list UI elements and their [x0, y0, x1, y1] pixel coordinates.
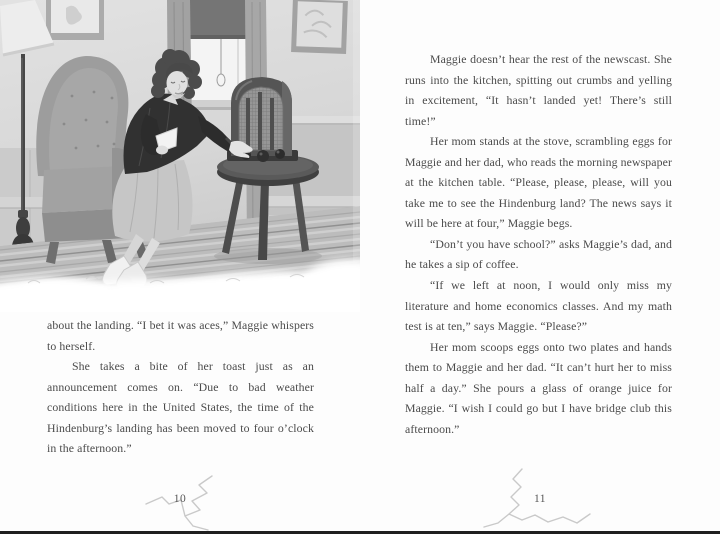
illustration-edge-fade	[353, 0, 360, 312]
paragraph: Maggie doesn’t hear the rest of the newscast. She runs into the kitchen, spitting out crumbs and yelling in excitement, “It hasn’t landed yet! There’s still time!”	[405, 52, 672, 128]
illustration-canvas	[0, 0, 360, 312]
right-page-text	[405, 49, 672, 439]
right-page	[360, 0, 720, 534]
left-page-text	[47, 315, 314, 459]
paragraph: Her mom scoops eggs onto two plates and hands them to Maggie and her dad. “It can’t hurt her to miss half a day.” She pours a glass of orange juice for Maggie. “I wish I could go but I have bridge club this afternoon.”	[405, 339, 672, 436]
paragraph: “Don’t you have school?” asks Maggie’s dad, and he takes a sip of coffee.	[405, 236, 672, 272]
paragraph: about the landing. “I bet it was aces,” Maggie whispers to herself.	[47, 318, 314, 353]
picture-frame-left	[46, 0, 104, 40]
paragraph: “If we left at noon, I would only miss my literature and home economics classes. And my math test is at ten,” says Maggie. “Please?”	[405, 278, 672, 334]
paragraph: Her mom stands at the stove, scrambling eggs for Maggie and her dad, who reads the morning newspaper at the kitchen table. “Please, please, please, will you take me to see the Hindenburg land? The news says it will be here at four,” Maggie begs.	[405, 134, 672, 231]
illustration-woman-listening-to-radio	[0, 0, 360, 312]
page-number-left: 10	[173, 493, 187, 505]
page-number-right: 11	[533, 493, 547, 505]
paragraph: She takes a bite of her toast just as an announcement comes on. “Due to bad weather conditions here in the United States, the time of the Hindenburg’s landing has been moved to four o’clock in the afternoon.”	[47, 359, 314, 456]
picture-frame-right	[291, 0, 348, 54]
